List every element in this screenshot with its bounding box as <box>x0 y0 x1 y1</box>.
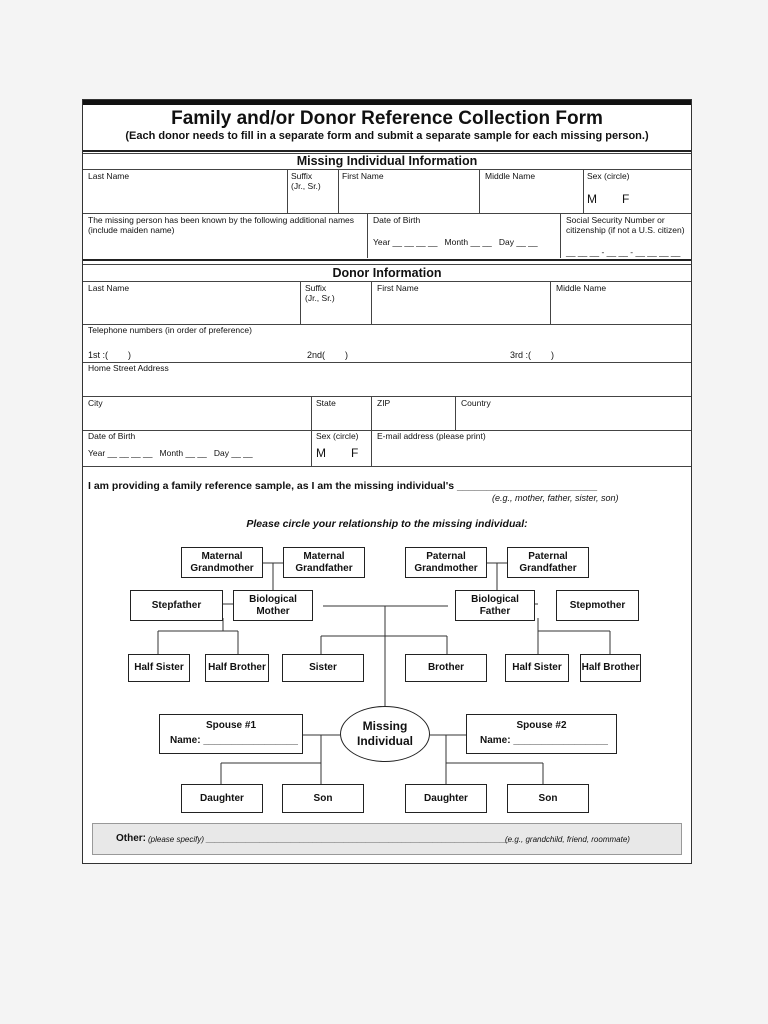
missing-sex-label: Sex (circle) <box>587 171 630 181</box>
spouse2-box[interactable] <box>466 714 617 754</box>
donor-state-field[interactable]: State <box>316 398 336 408</box>
donor-phone3-field[interactable]: 3rd :( ) <box>510 350 555 360</box>
donor-section-title: Donor Information <box>332 266 442 280</box>
donor-zip-field[interactable]: ZIP <box>377 398 391 408</box>
donor-sex-f[interactable]: F <box>351 446 359 460</box>
form-subtitle: (Each donor needs to fill in a separate form and submit a separate sample for each missing person.) <box>125 130 649 142</box>
missing-ssn-field[interactable]: __ __ __ - __ __ - __ __ __ __ <box>566 247 681 257</box>
donor-address-field[interactable]: Home Street Address <box>88 363 169 373</box>
daughter-left-box[interactable]: Daughter <box>181 784 263 813</box>
donor-first-name-field[interactable]: First Name <box>377 283 419 293</box>
missing-section-title: Missing Individual Information <box>296 154 478 168</box>
daughter-right-box[interactable]: Daughter <box>405 784 487 813</box>
spouse1-box[interactable] <box>159 714 303 754</box>
donor-dob-field[interactable]: Year __ __ __ __ Month __ __ Day __ __ <box>88 448 253 458</box>
missing-individual-node: Missing Individual <box>340 706 430 762</box>
donor-last-name-field[interactable]: Last Name <box>88 283 130 293</box>
spouse2-label: Spouse #2 <box>516 720 567 731</box>
paternal-grandfather-box[interactable]: Paternal Grandfather <box>507 547 589 578</box>
donor-reference-form <box>82 99 692 864</box>
relationship-example: (e.g., mother, father, sister, son) <box>492 493 619 503</box>
missing-sex-m[interactable]: M <box>587 192 597 206</box>
missing-sex-f[interactable]: F <box>622 192 630 206</box>
missing-dob-field[interactable]: Year __ __ __ __ Month __ __ Day __ __ <box>373 237 538 247</box>
spouse1-label: Spouse #1 <box>205 720 257 731</box>
donor-middle-name-field[interactable]: Middle Name <box>556 283 607 293</box>
biological-mother-box[interactable]: Biological Mother <box>233 590 313 621</box>
other-example: (e.g., grandchild, friend, roommate) <box>505 835 630 844</box>
relationship-statement: I am providing a family reference sample, as I am the missing individual's ________________________ <box>88 480 598 492</box>
son-right-box[interactable]: Son <box>507 784 589 813</box>
missing-dob-label: Date of Birth <box>373 215 421 225</box>
missing-other-names-field[interactable]: The missing person has been known by the following additional names (include maiden name) <box>88 215 355 235</box>
stepfather-box[interactable]: Stepfather <box>130 590 223 621</box>
donor-sex-m[interactable]: M <box>316 446 326 460</box>
half-brother-left-box[interactable]: Half Brother <box>205 654 269 682</box>
other-relationship-row <box>92 823 682 855</box>
missing-middle-name-field[interactable]: Middle Name <box>485 171 536 181</box>
missing-first-name-field[interactable]: First Name <box>342 171 384 181</box>
maternal-grandmother-box[interactable]: Maternal Grandmother <box>181 547 263 578</box>
donor-email-field[interactable]: E-mail address (please print) <box>377 431 486 441</box>
biological-father-box[interactable]: Biological Father <box>455 590 535 621</box>
relationship-instruction: Please circle your relationship to the missing individual: <box>246 518 528 530</box>
other-label: Other: <box>116 833 146 844</box>
donor-country-field[interactable]: Country <box>461 398 491 408</box>
half-brother-right-box[interactable]: Half Brother <box>580 654 641 682</box>
donor-phone-label: Telephone numbers (in order of preference) <box>88 325 252 335</box>
sister-box[interactable]: Sister <box>282 654 364 682</box>
donor-phone1-field[interactable]: 1st :( ) <box>88 350 132 360</box>
paternal-grandmother-box[interactable]: Paternal Grandmother <box>405 547 487 578</box>
spouse2-name-field[interactable]: Name: _________________ <box>480 735 608 746</box>
form-title: Family and/or Donor Reference Collection Form <box>171 108 603 129</box>
half-sister-left-box[interactable]: Half Sister <box>128 654 190 682</box>
spouse1-name-field[interactable]: Name: _________________ <box>170 735 298 746</box>
donor-dob-label: Date of Birth <box>88 431 136 441</box>
missing-ssn-label: Social Security Number or citizenship (if not a U.S. citizen) <box>566 215 685 235</box>
missing-suffix-field[interactable]: Suffix (Jr., Sr.) <box>291 171 321 191</box>
maternal-grandfather-box[interactable]: Maternal Grandfather <box>283 547 365 578</box>
donor-sex-label: Sex (circle) <box>316 431 359 441</box>
brother-box[interactable]: Brother <box>405 654 487 682</box>
donor-city-field[interactable]: City <box>88 398 103 408</box>
stepmother-box[interactable]: Stepmother <box>556 590 639 621</box>
missing-last-name-field[interactable]: Last Name <box>88 171 130 181</box>
other-specify-field[interactable]: (please specify) ____________________________________________________________________ <box>148 835 509 844</box>
half-sister-right-box[interactable]: Half Sister <box>505 654 569 682</box>
donor-suffix-field[interactable]: Suffix (Jr., Sr.) <box>305 283 335 303</box>
donor-phone2-field[interactable]: 2nd( ) <box>307 350 349 360</box>
son-left-box[interactable]: Son <box>282 784 364 813</box>
